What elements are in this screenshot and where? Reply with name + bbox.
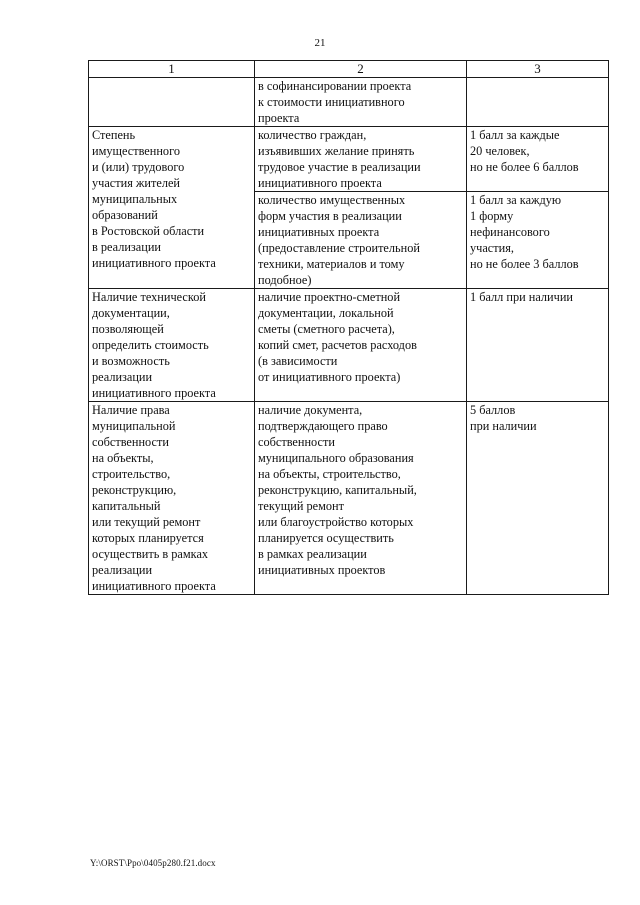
score-cell: 1 балл за каждые 20 человек, но не более 6 баллов: [467, 127, 609, 192]
table-row: [89, 127, 609, 192]
indicator-cell: в софинансировании проекта к стоимости инициативного проекта: [255, 78, 467, 127]
indicator-cell: наличие документа, подтверждающего право собственности муниципального образования на объекты, строительство, реконструкцию, капитальный, текущий ремонт или благоустройство которых планируется осуществить в рамках реализации инициативных проектов: [255, 402, 467, 595]
table-row: [89, 289, 609, 402]
table-header-row: [89, 61, 609, 78]
criterion-cell: Наличие права муниципальной собственности на объекты, строительство, реконструкцию, капитальный или текущий ремонт которых планируется осуществить в рамках реализации инициативного проекта: [89, 402, 255, 595]
score-cell: 1 балл при наличии: [467, 289, 609, 402]
page-number: 21: [314, 37, 326, 49]
column-header-1: 1: [89, 61, 255, 78]
criteria-table: [88, 60, 609, 595]
column-header-2: 2: [255, 61, 467, 78]
criterion-cell: Наличие технической документации, позволяющей определить стоимость и возможность реализации инициативного проекта: [89, 289, 255, 402]
column-header-3: 3: [467, 61, 609, 78]
indicator-cell: количество имущественных форм участия в реализации инициативных проекта (предоставление строительной техники, материалов и тому подобное): [255, 192, 467, 289]
criterion-cell: [89, 78, 255, 127]
score-cell: [467, 78, 609, 127]
score-cell: 5 баллов при наличии: [467, 402, 609, 595]
score-cell: 1 балл за каждую 1 форму нефинансового участия, но не более 3 баллов: [467, 192, 609, 289]
indicator-cell: наличие проектно-сметной документации, локальной сметы (сметного расчета), копий смет, расчетов расходов (в зависимости от инициативного проекта): [255, 289, 467, 402]
indicator-cell: количество граждан, изъявивших желание принять трудовое участие в реализации инициативного проекта: [255, 127, 467, 192]
table-row: [89, 78, 609, 127]
criterion-cell: Степень имущественного и (или) трудового участия жителей муниципальных образований в Ростовской области в реализации инициативного проекта: [89, 127, 255, 289]
footer-file-path: Y:\ORST\Ppo\0405p280.f21.docx: [90, 858, 216, 868]
table-row: [89, 402, 609, 595]
